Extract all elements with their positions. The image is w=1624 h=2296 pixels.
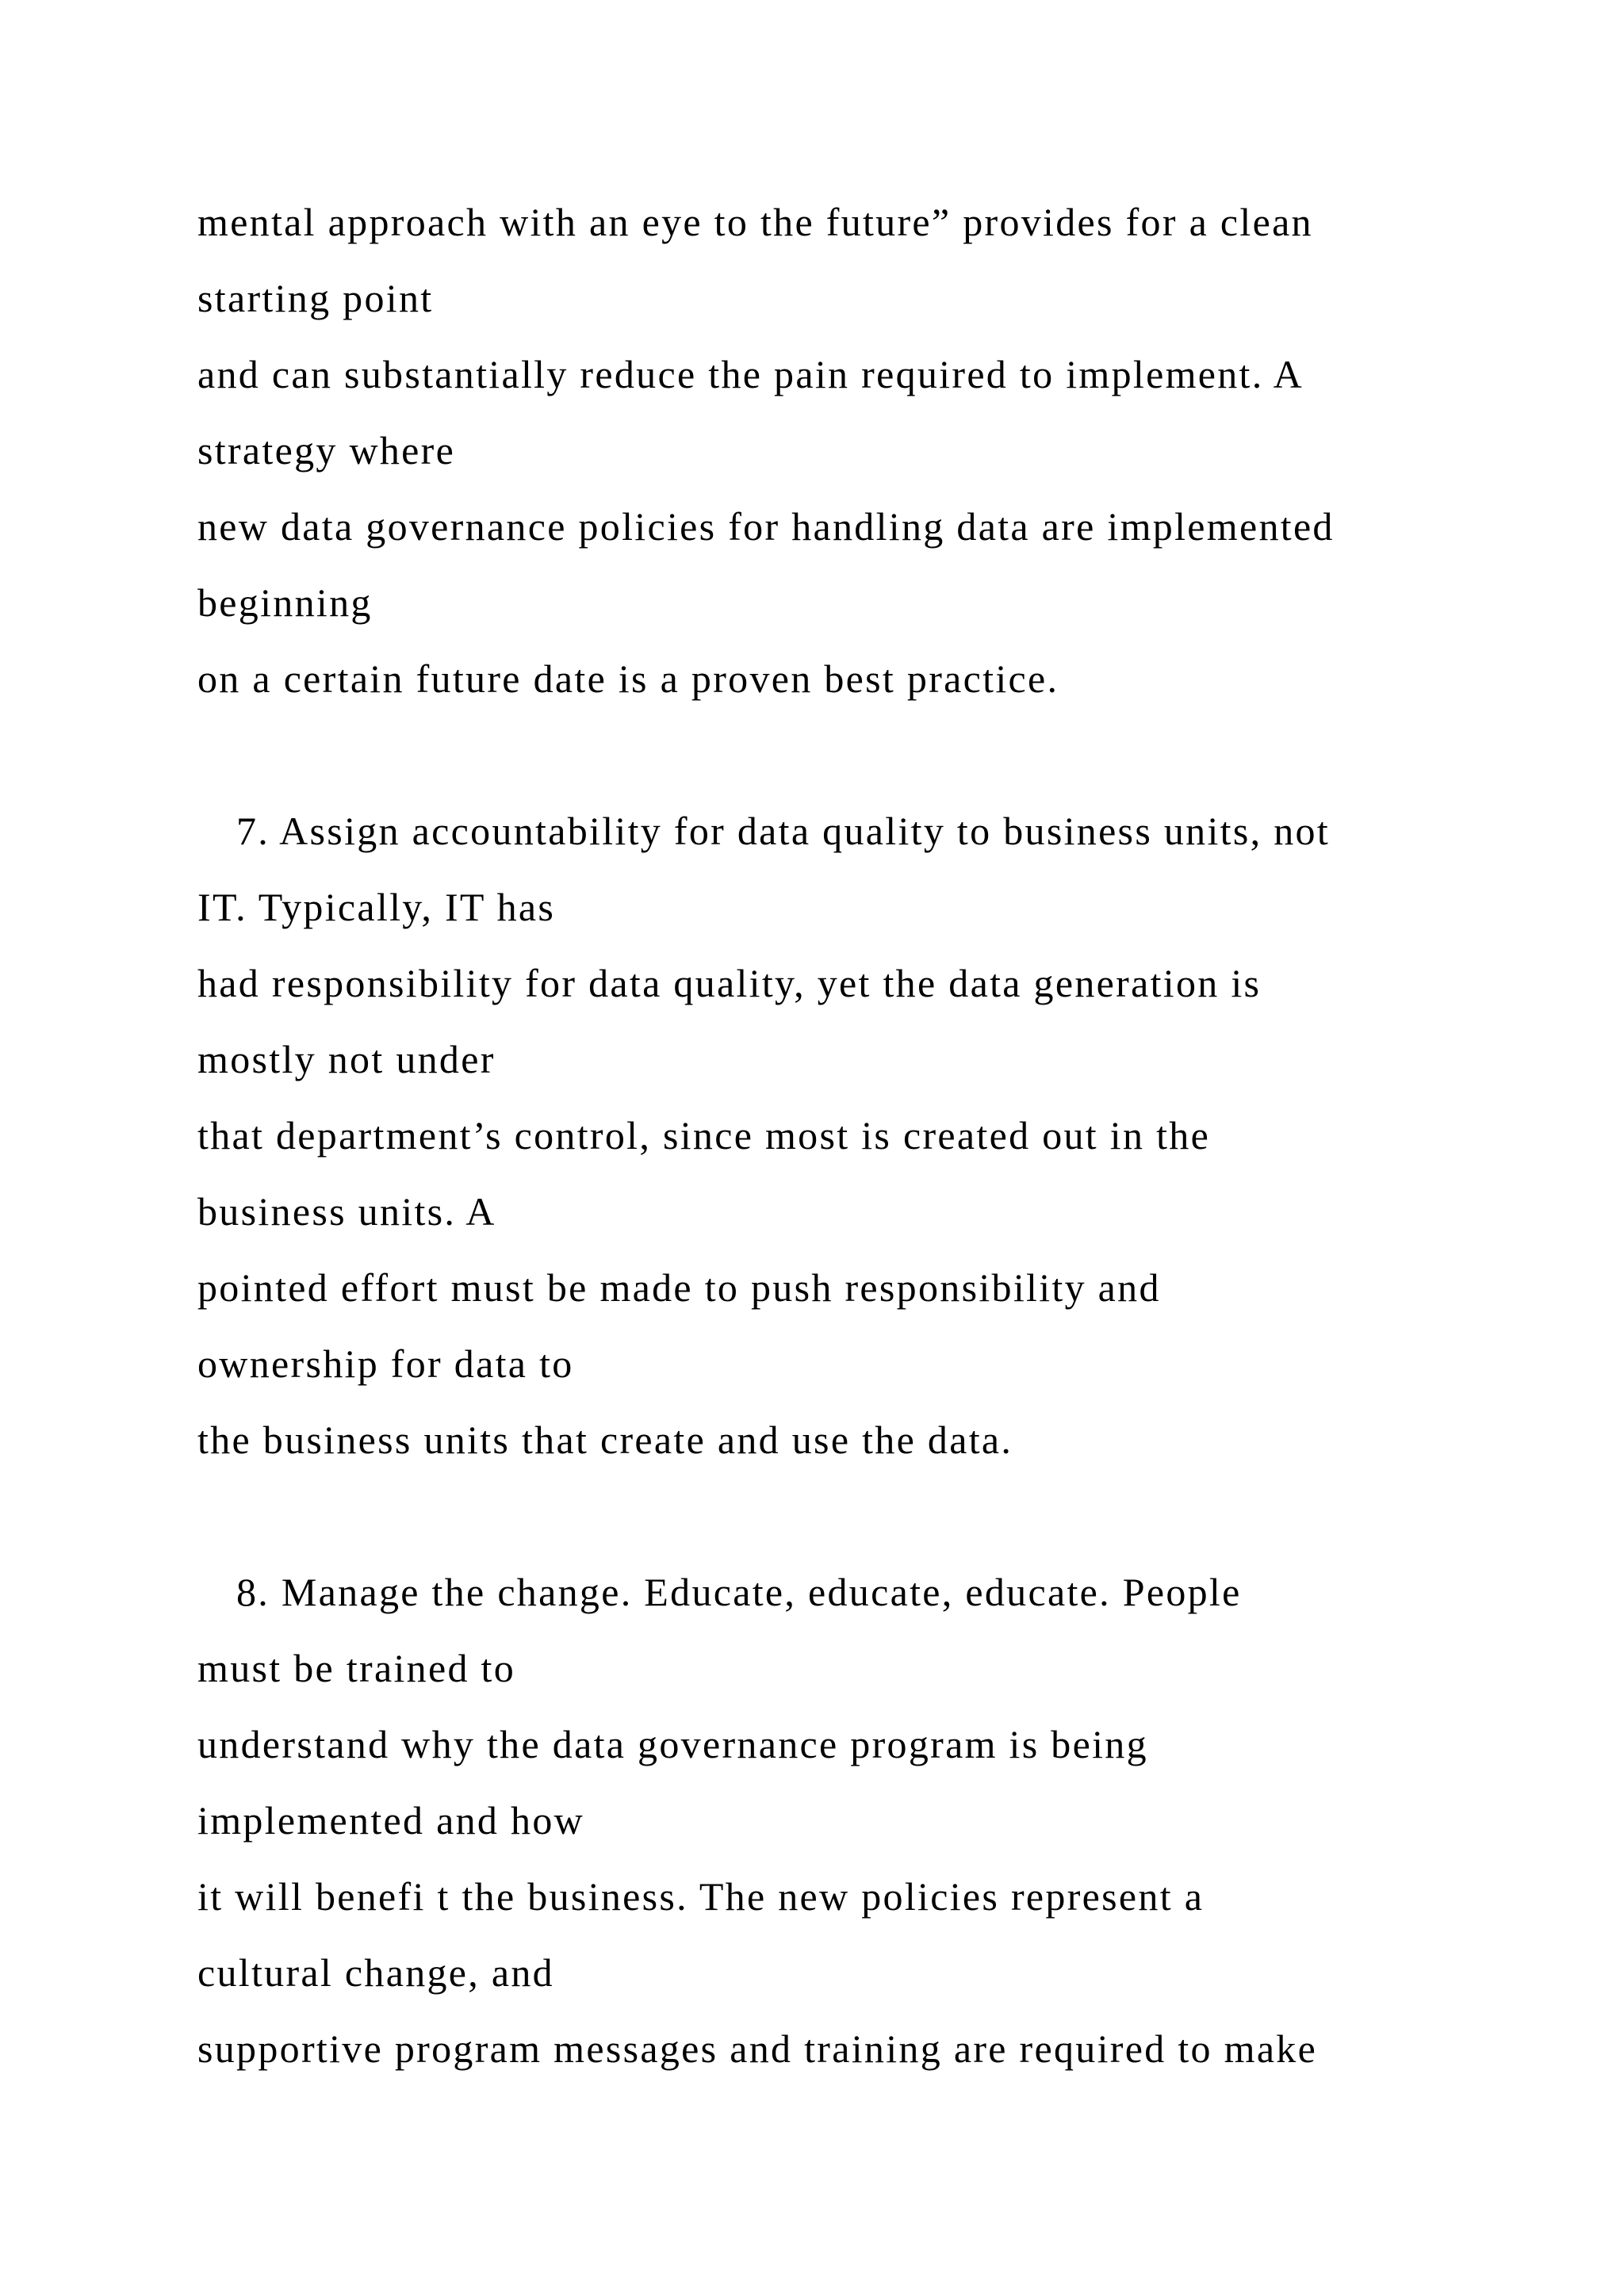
text-line: on a certain future date is a proven best practice. [197,656,1059,701]
text-line: starting point [197,276,434,320]
text-line: beginning [197,580,373,625]
text-line: business units. A [197,1189,496,1234]
text-line: it will benefi t the business. The new policies represent a [197,1874,1205,1919]
text-line: cultural change, and [197,1950,554,1995]
text-line: and can substantially reduce the pain required to implement. A [197,352,1304,396]
text-line: strategy where [197,428,456,473]
text-line: ownership for data to [197,1341,574,1386]
list-item-8-heading: 8. Manage the change. Educate, educate, educate. People [236,1570,1242,1614]
text-line: that department’s control, since most is created out in the [197,1113,1211,1158]
text-line: supportive program messages and training are required to make [197,2026,1318,2071]
list-item-7-heading: 7. Assign accountability for data quality to business units, not [236,809,1331,853]
text-line: must be trained to [197,1646,516,1690]
text-line: mental approach with an eye to the future” provides for a clean [197,200,1313,244]
text-line: IT. Typically, IT has [197,885,556,929]
text-line: mostly not under [197,1037,496,1081]
text-line: had responsibility for data quality, yet the data generation is [197,961,1262,1005]
text-line: implemented and how [197,1798,585,1843]
text-line: pointed effort must be made to push responsibility and [197,1265,1161,1310]
text-line: understand why the data governance program is being [197,1722,1148,1766]
text-line: the business units that create and use the data. [197,1418,1013,1462]
text-line: new data governance policies for handling data are implemented [197,504,1335,549]
